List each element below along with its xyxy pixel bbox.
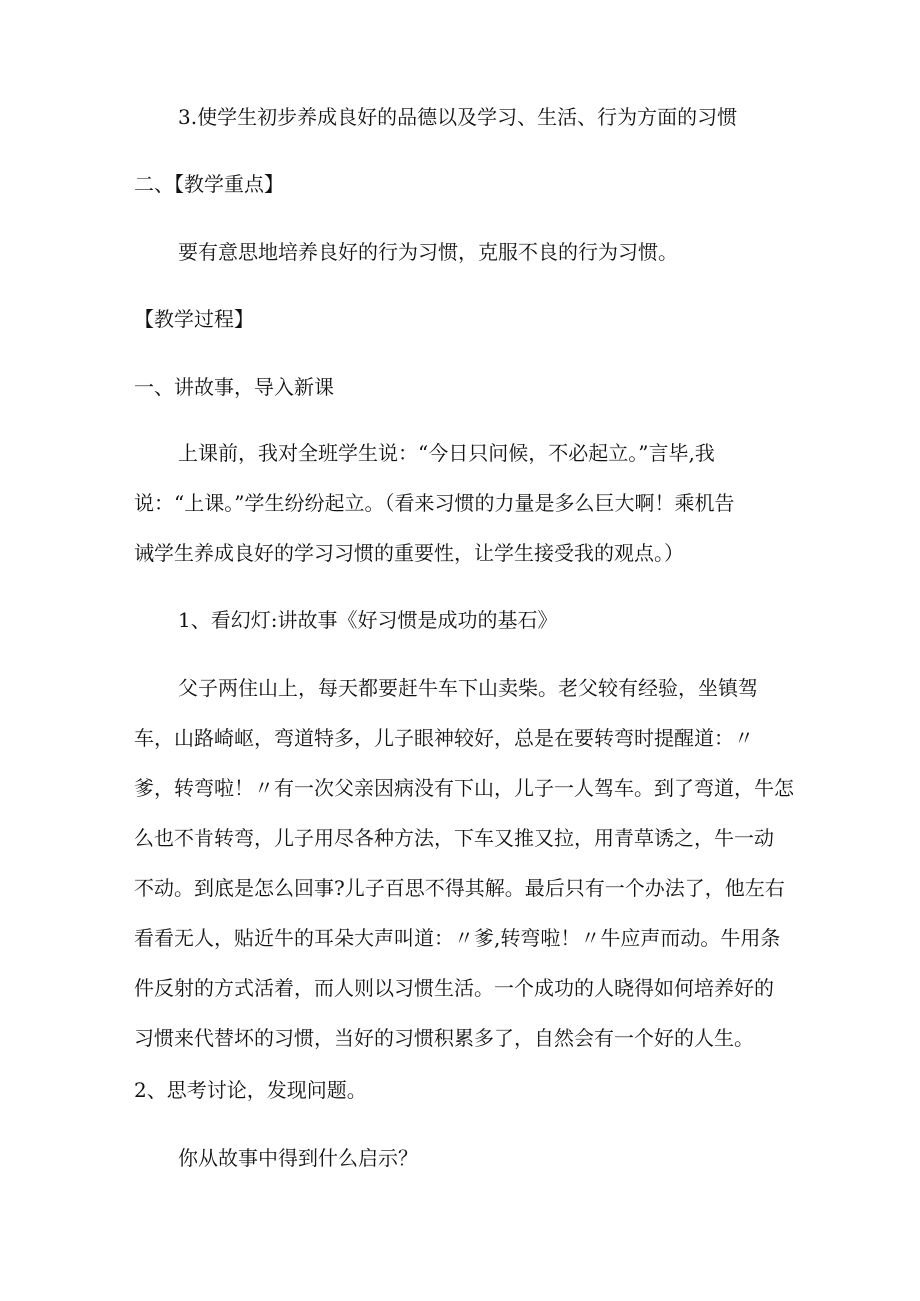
story-line: 看看无人，贴近牛的耳朵大声叫道：〃爹,转弯啦！〃牛应声而动。牛用条 — [134, 926, 781, 950]
objective-item-3: 3.使学生初步养成良好的品德以及学习、生活、行为方面的习惯 — [178, 105, 738, 129]
intro-paragraph — [134, 439, 734, 567]
discussion-heading: 2、思考讨论，发现问题。 — [134, 1078, 367, 1102]
story-paragraph — [134, 674, 794, 1052]
story-line: 父子两住山上，每天都要赶牛车下山卖柴。老父较有经验，坐镇驾 — [178, 676, 758, 700]
intro-line: 上课前，我对全班学生说：“今日只问候，不必起立。”言毕,我 — [178, 441, 715, 465]
story-line: 习惯来代替坏的习惯，当好的习惯积累多了，自然会有一个好的人生。 — [134, 1026, 754, 1050]
discussion-question: 你从故事中得到什么启示？ — [178, 1146, 418, 1170]
key-point-text: 要有意思地培养良好的行为习惯，克服不良的行为习惯。 — [178, 240, 678, 264]
section-heading-key-points: 二、【教学重点】 — [134, 172, 284, 196]
story-line: 件反射的方式活着，而人则以习惯生活。一个成功的人晓得如何培养好的 — [134, 976, 774, 1000]
section-heading-process: 【教学过程】 — [134, 307, 254, 331]
story-line: 么也不肯转弯，儿子用尽各种方法，下车又推又拉，用青草诱之，牛一动 — [134, 826, 774, 850]
story-line: 爹，转弯啦！〃有一次父亲因病没有下山，儿子一人驾车。到了弯道，牛怎 — [134, 776, 794, 800]
story-line: 车，山路崎岖，弯道特多，儿子眼神较好，总是在要转弯时提醒道：〃 — [134, 726, 754, 750]
intro-line: 说：“上课。”学生纷纷起立。（看来习惯的力量是多么巨大啊！乘机告 — [134, 491, 735, 515]
intro-line: 诫学生养成良好的学习习惯的重要性，让学生接受我的观点。） — [134, 541, 684, 565]
step-heading-story: 一、讲故事，导入新课 — [134, 375, 334, 399]
slide-story-item: 1、看幻灯:讲故事《好习惯是成功的基石》 — [178, 608, 558, 632]
story-line: 不动。到底是怎么回事?儿子百思不得其解。最后只有一个办法了，他左右 — [134, 876, 785, 900]
